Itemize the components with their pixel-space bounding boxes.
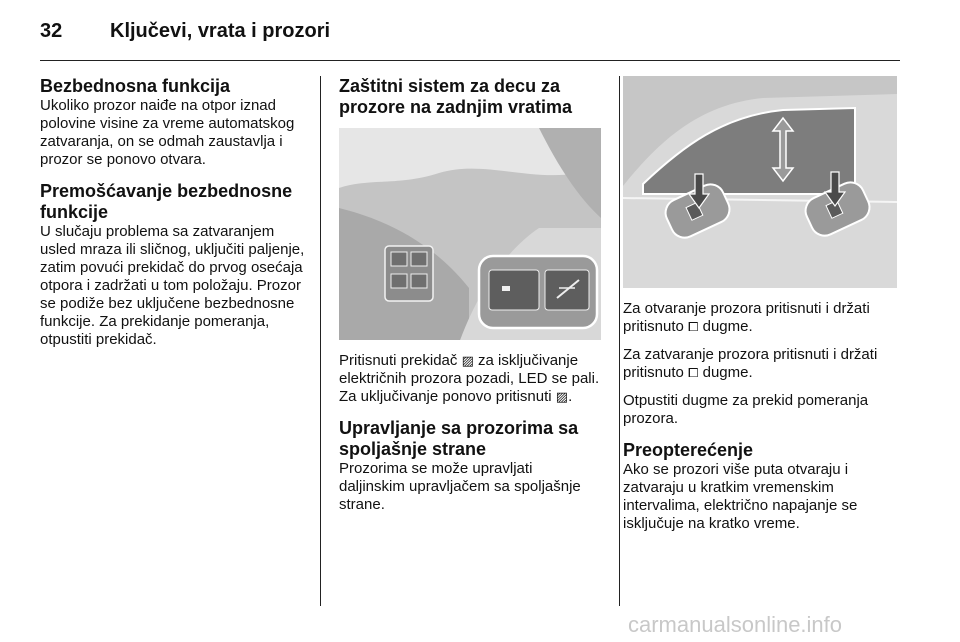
- child-lock-icon-2: ▨: [555, 389, 569, 404]
- heading-remote-operation: Upravljanje sa prozorima sa spoljašnje strane: [339, 418, 579, 459]
- heading-overload: Preopterećenje: [623, 440, 754, 460]
- watermark: carmanualsonline.info: [628, 612, 843, 637]
- column-divider-2: [619, 76, 620, 606]
- child-lock-icon: ▨: [461, 353, 474, 368]
- page-header: [40, 20, 330, 43]
- page-number: 32: [40, 20, 63, 42]
- paragraph-overload: Ako se prozori više puta otvaraju i zatvaraju u kratkim vremenskim intervalima, električno napajanje se isključuje na kratko vreme.: [623, 461, 858, 532]
- paragraph-safety-function: Ukoliko prozor naiđe na otpor iznad polovine visine za vreme automatskog zatvaranja, on se odmah zaustavlja i prozor se ponovo otvara.: [40, 97, 295, 168]
- column-divider-1: [320, 76, 321, 606]
- lock-key-icon: ⧠: [688, 365, 699, 380]
- paragraph-close-window: Za zatvaranje prozora pritisnuti i držati pritisnuto ⧠ dugme.: [623, 346, 878, 381]
- column-1: [40, 76, 308, 349]
- heading-override-safety: Premošćavanje bezbednosne funkcije: [40, 181, 293, 222]
- door-switch-illustration: [339, 128, 601, 340]
- unlock-key-icon: ⧠: [688, 319, 699, 334]
- paragraph-stop-window: Otpustiti dugme za prekid pomeranja prozora.: [623, 392, 869, 427]
- column-3: [623, 76, 913, 533]
- column-2: [339, 76, 601, 514]
- page-title: Ključevi, vrata i prozori: [110, 20, 331, 42]
- header-rule: [40, 60, 900, 61]
- paragraph-open-window: Za otvaranje prozora pritisnuti i držati pritisnuto ⧠ dugme.: [623, 300, 870, 335]
- paragraph-child-safety: Pritisnuti prekidač ▨ za isključivanje električnih prozora pozadi, LED se pali. Za uključivanje ponovo pritisnuti ▨.: [339, 352, 600, 405]
- heading-child-safety: Zaštitni sistem za decu za prozore na zadnjim vratima: [339, 76, 573, 117]
- remote-key-window-illustration: [623, 76, 897, 288]
- heading-safety-function: Bezbednosna funkcija: [40, 76, 231, 96]
- paragraph-remote-operation: Prozorima se može upravljati daljinskim upravljačem sa spoljašnje strane.: [339, 460, 581, 513]
- paragraph-override-safety: U slučaju problema sa zatvaranjem usled mraza ili sličnog, uključiti paljenje, zatim povući prekidač do prvog osećaja otpora i zadržati u tom položaju. Prozor se podiže bez uključene bezbednosne funkcije. Za prekidanje pomeranja, otpustiti prekidač.: [40, 223, 305, 348]
